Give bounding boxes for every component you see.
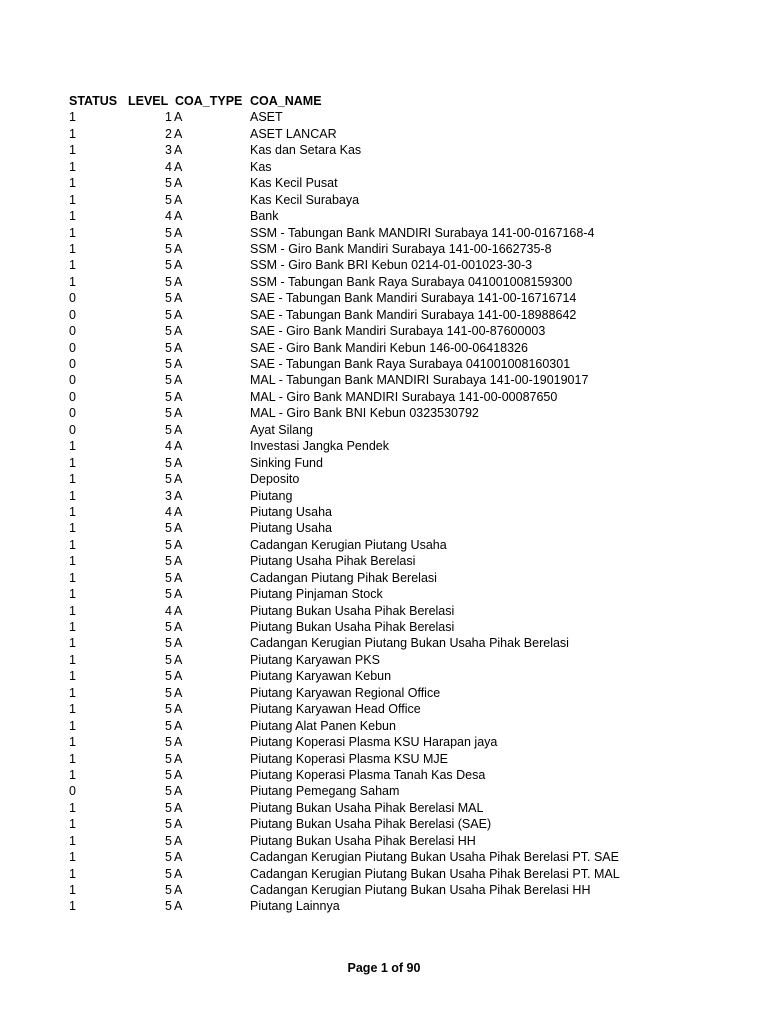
coa-type-cell: A [174, 389, 183, 404]
level-cell: 5 [165, 258, 172, 273]
level-cell: 5 [165, 718, 172, 733]
coa-type-cell: A [174, 883, 183, 897]
table-row [69, 751, 709, 767]
level-cell: 4 [165, 209, 172, 224]
coa-type-cell: A [174, 685, 183, 700]
level-cell: 4 [165, 603, 172, 618]
table-row [69, 685, 709, 701]
status-cell: 1 [69, 866, 76, 881]
coa-type-cell: A [174, 521, 183, 536]
coa-type-cell: A [174, 488, 183, 503]
table-row [69, 882, 709, 898]
coa-name-cell: Cadangan Piutang Pihak Berelasi [250, 570, 437, 585]
coa-name-cell: Piutang Karyawan PKS [250, 652, 380, 667]
coa-type-cell: A [174, 422, 183, 437]
status-cell: 0 [69, 389, 76, 404]
status-cell: 1 [69, 800, 76, 815]
status-cell: 1 [69, 620, 76, 634]
coa-type-cell: A [174, 702, 183, 717]
coa-type-cell: A [174, 439, 183, 454]
table-row [69, 570, 709, 586]
coa-name-cell: Kas Kecil Pusat [250, 176, 338, 191]
coa-type-cell: A [174, 340, 183, 355]
level-cell: 5 [165, 225, 172, 240]
table-row [69, 816, 709, 832]
table-row [69, 422, 709, 438]
status-cell: 1 [69, 587, 76, 602]
coa-type-cell: A [174, 472, 183, 487]
coa-name-cell: Piutang Koperasi Plasma KSU Harapan jaya [250, 735, 498, 750]
level-cell: 5 [165, 389, 172, 404]
coa-type-cell: A [174, 800, 183, 815]
header-status: STATUS [69, 94, 118, 108]
status-cell: 1 [69, 225, 76, 240]
coa-name-cell: MAL - Giro Bank MANDIRI Surabaya 141-00-00087650 [250, 389, 558, 404]
coa-type-cell: A [174, 718, 183, 733]
coa-name-cell: Deposito [250, 472, 300, 487]
level-cell: 5 [165, 241, 172, 256]
status-cell: 1 [69, 455, 76, 470]
coa-type-cell: A [174, 504, 183, 519]
level-cell: 4 [165, 439, 172, 454]
coa-type-cell: A [174, 209, 183, 224]
status-cell: 1 [69, 143, 76, 158]
coa-name-cell: SAE - Tabungan Bank Raya Surabaya 041001008160301 [250, 357, 571, 371]
table-row [69, 405, 709, 421]
status-cell: 1 [69, 504, 76, 519]
header-coa-type: COA_TYPE [175, 94, 243, 108]
level-cell: 5 [165, 899, 172, 914]
status-cell: 1 [69, 603, 76, 618]
table-row [69, 274, 709, 290]
status-cell: 1 [69, 176, 76, 191]
level-cell: 5 [165, 866, 172, 881]
level-cell: 5 [165, 406, 172, 421]
status-cell: 1 [69, 767, 76, 782]
status-cell: 1 [69, 110, 76, 125]
status-cell: 1 [69, 850, 76, 865]
level-cell: 5 [165, 767, 172, 782]
coa-name-cell: Piutang Bukan Usaha Pihak Berelasi MAL [250, 800, 484, 815]
table-row [69, 340, 709, 356]
table-row [69, 866, 709, 882]
status-cell: 1 [69, 554, 76, 569]
coa-type-cell: A [174, 850, 183, 865]
coa-name-cell: Piutang Bukan Usaha Pihak Berelasi HH [250, 833, 476, 848]
status-cell: 1 [69, 192, 76, 207]
table-row [69, 208, 709, 224]
status-cell: 1 [69, 636, 76, 651]
coa-type-cell: A [174, 899, 183, 914]
table-row [69, 257, 709, 273]
coa-name-cell: Piutang Karyawan Head Office [250, 702, 421, 717]
table-row [69, 471, 709, 487]
coa-type-cell: A [174, 455, 183, 470]
level-cell: 5 [165, 537, 172, 552]
status-cell: 1 [69, 472, 76, 487]
status-cell: 0 [69, 291, 76, 306]
table-row [69, 833, 709, 849]
level-cell: 5 [165, 340, 172, 355]
coa-type-cell: A [174, 570, 183, 585]
table-row [69, 488, 709, 504]
table-row [69, 126, 709, 142]
status-cell: 0 [69, 307, 76, 322]
level-cell: 5 [165, 800, 172, 815]
coa-name-cell: Sinking Fund [250, 455, 323, 470]
coa-name-cell: Piutang Alat Panen Kebun [250, 718, 396, 733]
table-row [69, 537, 709, 553]
coa-name-cell: ASET [250, 110, 283, 125]
coa-type-cell: A [174, 357, 183, 371]
table-row [69, 783, 709, 799]
coa-name-cell: Piutang [250, 488, 293, 503]
level-cell: 3 [165, 143, 172, 158]
coa-name-cell: Cadangan Kerugian Piutang Bukan Usaha Pihak Berelasi PT. MAL [250, 866, 620, 881]
coa-name-cell: Cadangan Kerugian Piutang Bukan Usaha Pihak Berelasi HH [250, 883, 591, 897]
level-cell: 5 [165, 850, 172, 865]
table-row [69, 372, 709, 388]
status-cell: 1 [69, 537, 76, 552]
coa-name-cell: SSM - Tabungan Bank MANDIRI Surabaya 141-00-0167168-4 [250, 225, 595, 240]
coa-type-cell: A [174, 833, 183, 848]
coa-type-cell: A [174, 751, 183, 766]
status-cell: 0 [69, 373, 76, 388]
table-row [69, 619, 709, 635]
level-cell: 5 [165, 373, 172, 388]
coa-name-cell: Kas [250, 159, 272, 174]
coa-type-cell: A [174, 274, 183, 289]
coa-type-cell: A [174, 587, 183, 602]
table-row [69, 603, 709, 619]
table-row [69, 159, 709, 175]
coa-name-cell: Piutang Koperasi Plasma KSU MJE [250, 751, 449, 766]
coa-name-cell: ASET LANCAR [250, 126, 337, 141]
status-cell: 0 [69, 324, 76, 339]
status-cell: 1 [69, 241, 76, 256]
coa-type-cell: A [174, 817, 183, 832]
table-row [69, 438, 709, 454]
level-cell: 5 [165, 422, 172, 437]
level-cell: 5 [165, 472, 172, 487]
coa-type-cell: A [174, 307, 183, 322]
level-cell: 5 [165, 192, 172, 207]
coa-type-cell: A [174, 291, 183, 306]
coa-table [69, 93, 709, 915]
coa-name-cell: Kas Kecil Surabaya [250, 192, 360, 207]
status-cell: 0 [69, 357, 76, 371]
level-cell: 5 [165, 833, 172, 848]
table-row [69, 800, 709, 816]
status-cell: 1 [69, 521, 76, 536]
coa-type-cell: A [174, 110, 183, 125]
level-cell: 5 [165, 554, 172, 569]
table-header-row [69, 93, 709, 109]
coa-name-cell: Piutang Karyawan Regional Office [250, 685, 441, 700]
level-cell: 5 [165, 620, 172, 634]
table-row [69, 142, 709, 158]
coa-type-cell: A [174, 784, 183, 799]
level-cell: 5 [165, 357, 172, 371]
table-row [69, 849, 709, 865]
status-cell: 1 [69, 817, 76, 832]
coa-name-cell: MAL - Giro Bank BNI Kebun 0323530792 [250, 406, 479, 421]
coa-name-cell: Cadangan Kerugian Piutang Bukan Usaha Pihak Berelasi [250, 636, 569, 651]
table-row [69, 718, 709, 734]
coa-type-cell: A [174, 537, 183, 552]
status-cell: 1 [69, 258, 76, 273]
coa-type-cell: A [174, 636, 183, 651]
status-cell: 1 [69, 159, 76, 174]
coa-name-cell: SAE - Giro Bank Mandiri Surabaya 141-00-87600003 [250, 324, 546, 339]
coa-type-cell: A [174, 620, 183, 634]
status-cell: 1 [69, 735, 76, 750]
coa-name-cell: Cadangan Kerugian Piutang Bukan Usaha Pihak Berelasi PT. SAE [250, 850, 619, 865]
status-cell: 1 [69, 488, 76, 503]
level-cell: 4 [165, 159, 172, 174]
level-cell: 5 [165, 521, 172, 536]
table-row [69, 898, 709, 914]
coa-type-cell: A [174, 866, 183, 881]
status-cell: 1 [69, 883, 76, 897]
coa-name-cell: Kas dan Setara Kas [250, 143, 362, 158]
table-row [69, 175, 709, 191]
status-cell: 1 [69, 899, 76, 914]
coa-name-cell: Piutang Bukan Usaha Pihak Berelasi [250, 603, 455, 618]
coa-type-cell: A [174, 603, 183, 618]
table-row [69, 520, 709, 536]
coa-name-cell: Piutang Bukan Usaha Pihak Berelasi [250, 620, 455, 634]
coa-type-cell: A [174, 225, 183, 240]
status-cell: 1 [69, 570, 76, 585]
status-cell: 1 [69, 833, 76, 848]
level-cell: 1 [165, 110, 172, 125]
coa-type-cell: A [174, 176, 183, 191]
status-cell: 0 [69, 406, 76, 421]
table-row [69, 225, 709, 241]
status-cell: 1 [69, 751, 76, 766]
table-row [69, 290, 709, 306]
header-coa-name: COA_NAME [250, 94, 322, 108]
table-row [69, 192, 709, 208]
coa-name-cell: SSM - Giro Bank Mandiri Surabaya 141-00-1662735-8 [250, 241, 552, 256]
table-row [69, 701, 709, 717]
table-row [69, 668, 709, 684]
coa-name-cell: Bank [250, 209, 279, 224]
status-cell: 0 [69, 340, 76, 355]
level-cell: 5 [165, 291, 172, 306]
coa-name-cell: Investasi Jangka Pendek [250, 439, 389, 454]
table-row [69, 323, 709, 339]
level-cell: 5 [165, 685, 172, 700]
coa-type-cell: A [174, 241, 183, 256]
coa-type-cell: A [174, 652, 183, 667]
coa-type-cell: A [174, 324, 183, 339]
table-row [69, 356, 709, 372]
status-cell: 1 [69, 718, 76, 733]
level-cell: 5 [165, 455, 172, 470]
level-cell: 5 [165, 735, 172, 750]
table-row [69, 241, 709, 257]
header-level: LEVEL [128, 94, 169, 108]
coa-type-cell: A [174, 192, 183, 207]
level-cell: 4 [165, 504, 172, 519]
status-cell: 1 [69, 439, 76, 454]
coa-type-cell: A [174, 258, 183, 273]
status-cell: 1 [69, 685, 76, 700]
level-cell: 5 [165, 176, 172, 191]
table-row [69, 553, 709, 569]
level-cell: 5 [165, 751, 172, 766]
level-cell: 5 [165, 307, 172, 322]
table-row [69, 455, 709, 471]
level-cell: 5 [165, 636, 172, 651]
coa-type-cell: A [174, 373, 183, 388]
table-row [69, 586, 709, 602]
coa-name-cell: Piutang Usaha Pihak Berelasi [250, 554, 416, 569]
status-cell: 0 [69, 422, 76, 437]
level-cell: 5 [165, 883, 172, 897]
coa-name-cell: Piutang Koperasi Plasma Tanah Kas Desa [250, 767, 486, 782]
coa-name-cell: SSM - Giro Bank BRI Kebun 0214-01-001023-30-3 [250, 258, 533, 273]
coa-type-cell: A [174, 735, 183, 750]
coa-type-cell: A [174, 406, 183, 421]
table-row [69, 389, 709, 405]
status-cell: 1 [69, 126, 76, 141]
coa-type-cell: A [174, 554, 183, 569]
level-cell: 3 [165, 488, 172, 503]
status-cell: 1 [69, 274, 76, 289]
coa-name-cell: Piutang Pemegang Saham [250, 784, 400, 799]
level-cell: 5 [165, 817, 172, 832]
coa-type-cell: A [174, 126, 183, 141]
coa-type-cell: A [174, 159, 183, 174]
level-cell: 5 [165, 652, 172, 667]
coa-name-cell: SSM - Tabungan Bank Raya Surabaya 041001008159300 [250, 274, 573, 289]
table-row [69, 652, 709, 668]
status-cell: 1 [69, 669, 76, 684]
coa-name-cell: Piutang Karyawan Kebun [250, 669, 392, 684]
status-cell: 1 [69, 652, 76, 667]
level-cell: 5 [165, 784, 172, 799]
level-cell: 5 [165, 669, 172, 684]
coa-name-cell: MAL - Tabungan Bank MANDIRI Surabaya 141-00-19019017 [250, 373, 589, 388]
table-row [69, 767, 709, 783]
coa-name-cell: Piutang Usaha [250, 504, 333, 519]
table-body [69, 109, 709, 914]
coa-name-cell: Piutang Pinjaman Stock [250, 587, 383, 602]
coa-name-cell: Piutang Lainnya [250, 899, 340, 914]
level-cell: 5 [165, 587, 172, 602]
level-cell: 5 [165, 274, 172, 289]
coa-name-cell: Ayat Silang [250, 422, 314, 437]
level-cell: 5 [165, 570, 172, 585]
level-cell: 2 [165, 126, 172, 141]
level-cell: 5 [165, 324, 172, 339]
coa-type-cell: A [174, 669, 183, 684]
coa-name-cell: Piutang Bukan Usaha Pihak Berelasi (SAE) [250, 817, 492, 832]
coa-name-cell: SAE - Giro Bank Mandiri Kebun 146-00-06418326 [250, 340, 528, 355]
coa-name-cell: Piutang Usaha [250, 521, 333, 536]
status-cell: 1 [69, 209, 76, 224]
table-row [69, 635, 709, 651]
coa-name-cell: SAE - Tabungan Bank Mandiri Surabaya 141-00-16716714 [250, 291, 577, 306]
coa-name-cell: Cadangan Kerugian Piutang Usaha [250, 537, 447, 552]
table-row [69, 734, 709, 750]
coa-type-cell: A [174, 143, 183, 158]
table-row [69, 109, 709, 125]
status-cell: 1 [69, 702, 76, 717]
level-cell: 5 [165, 702, 172, 717]
table-row [69, 504, 709, 520]
table-row [69, 307, 709, 323]
coa-type-cell: A [174, 767, 183, 782]
coa-name-cell: SAE - Tabungan Bank Mandiri Surabaya 141-00-18988642 [250, 307, 577, 322]
status-cell: 0 [69, 784, 76, 799]
page-number: Page 1 of 90 [347, 961, 421, 975]
